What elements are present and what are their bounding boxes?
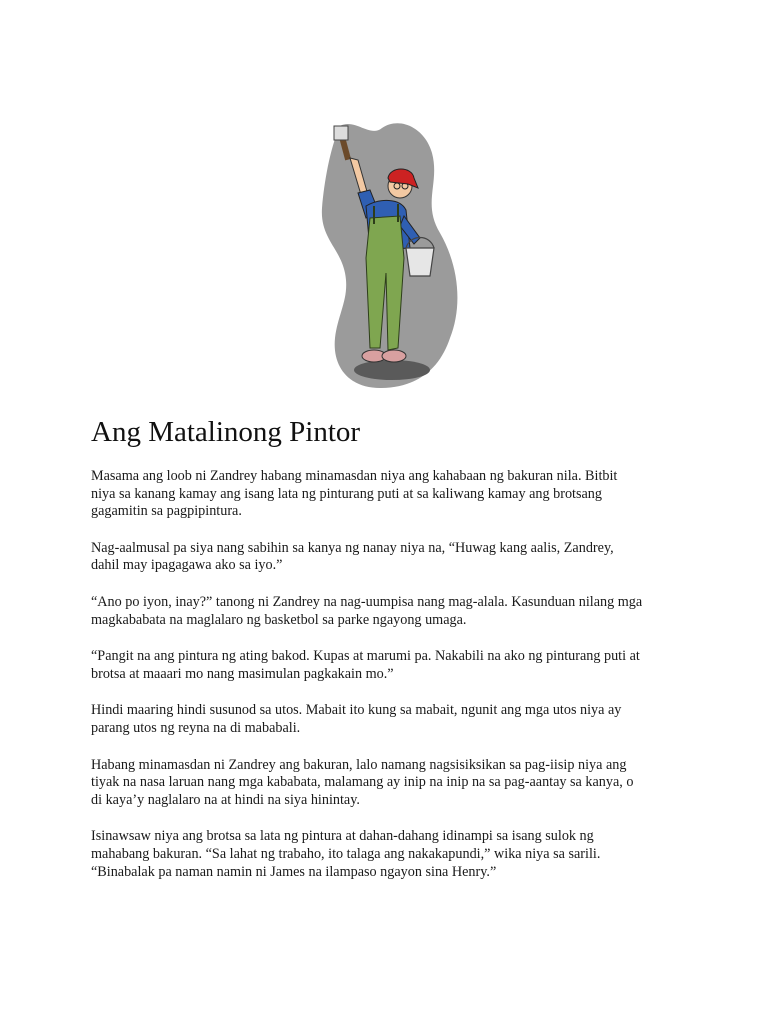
story-title: Ang Matalinong Pintor	[91, 416, 361, 448]
paragraph-line: “Binabalak pa naman namin ni James na ilampaso ngayon sina Henry.”	[91, 863, 497, 880]
paragraph-line: parang utos ng reyna na di mababali.	[91, 719, 301, 736]
paragraph-line: mahabang bakuran. “Sa lahat ng trabaho, ito talaga ang nakakapundi,” wika niya sa sarili.	[91, 845, 601, 862]
paragraph-line: Masama ang loob ni Zandrey habang minamasdan niya ang kahabaan ng bakuran nila. Bitbit	[91, 468, 618, 484]
paragraph-line: tiyak na nasa laruan nang mga kababata, malamang ay inip na inip na sa pag-aantay sa kanya, o	[91, 774, 634, 791]
floor-shadow	[354, 360, 430, 380]
story-paragraphs	[91, 468, 691, 881]
paragraph-line: “Ano po iyon, inay?” tanong ni Zandrey na nag-uumpisa nang mag-alala. Kasunduan nilang mga	[91, 593, 643, 610]
story-paragraph	[91, 594, 691, 629]
right-shoe	[382, 350, 406, 362]
story-paragraph	[91, 648, 691, 683]
painter-illustration-icon	[300, 98, 470, 393]
brush-head	[334, 126, 348, 140]
paragraph-line: di kaya’y naglalaro na at hindi na siya hinintay.	[91, 791, 360, 808]
paragraph-line: “Pangit na ang pintura ng ating bakod. Kupas at marumi pa. Nakabili na ako ng pinturang puti at	[91, 648, 640, 665]
paragraph-line: dahil may ipagagawa ako sa iyo.”	[91, 557, 283, 574]
story-paragraph	[91, 702, 691, 737]
story-paragraph	[91, 540, 691, 575]
paragraph-line: magkababata na maglalaro ng basketbol sa parke ngayong umaga.	[91, 611, 467, 628]
paragraph-line: Isinawsaw niya ang brotsa sa lata ng pintura at dahan-dahang idinampi sa isang sulok ng	[91, 828, 594, 845]
story-paragraph	[91, 468, 691, 521]
paragraph-line: niya sa kanang kamay ang isang lata ng pinturang puti at sa kaliwang kamay ang brotsang	[91, 485, 602, 502]
paint-bucket	[406, 248, 434, 276]
paragraph-line: Nag-aalmusal pa siya nang sabihin sa kanya ng nanay niya na, “Huwag kang aalis, Zandrey,	[91, 539, 614, 556]
paragraph-line: brotsa at maaari mo nang masimulan pagkakain mo.”	[91, 665, 394, 682]
paragraph-line: gagamitin sa pagpipintura.	[91, 503, 242, 520]
story-content	[91, 414, 691, 900]
paragraph-line: Hindi maaring hindi susunod sa utos. Mabait ito kung sa mabait, ngunit ang mga utos niya ay	[91, 702, 622, 719]
story-paragraph	[91, 757, 691, 810]
paragraph-line: Habang minamasdan ni Zandrey ang bakuran, lalo namang nagsisiksikan sa pag-iisip niya ang	[91, 756, 627, 773]
story-paragraph	[91, 828, 691, 881]
